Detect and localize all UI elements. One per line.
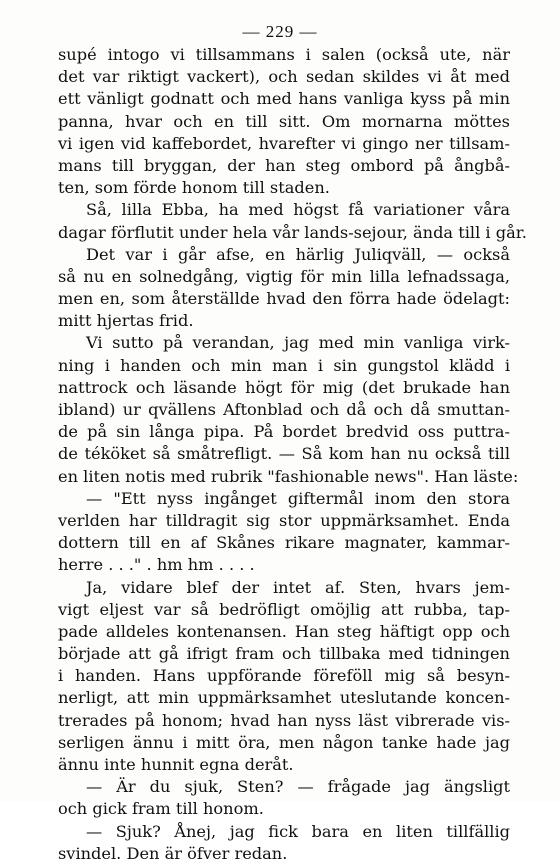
text-line: vigt eljest var så bedröfligt omöjlig att rubba, tap- [58, 599, 510, 619]
body-text [58, 44, 527, 865]
text-line: supé intogo vi tillsammans i salen (också ute, när [58, 45, 510, 64]
text-line: ännu inte hunnit egna deråt. [58, 755, 294, 774]
text-line: mitt hjertas frid. [58, 311, 194, 331]
text-line: serligen ännu i mitt öra, men någon tanke hade jag [58, 732, 510, 752]
dialogue-line: — Sjuk? Ånej, jag fick bara en liten tillfällig [86, 821, 510, 841]
page-number: — 229 — [242, 22, 318, 41]
text-line: nerligt, att min uppmärksamhet uteslutande koncen- [58, 688, 510, 708]
text-line: svindel. Den är öfver redan. [58, 843, 288, 863]
paragraph-start-line [58, 244, 510, 266]
text-line: ten, som förde honom till staden. [58, 178, 330, 198]
text-line: ibland) ur qvällens Aftonblad och då och då smuttan- [58, 400, 510, 419]
text-line-part: Det var i går afse, en härlig Juliqväll, — också [86, 244, 510, 264]
text-line: dagar förflutit under hela vår lands-sejour, ända till i går. [58, 222, 527, 242]
dialogue-line: — Är du sjuk, Sten? — frågade jag ängsligt [86, 777, 510, 797]
quote-start-line: — "Ett nyss ingånget giftermål inom den stora [86, 488, 510, 508]
text-line: herre . . ." . hm hm . . . . [58, 555, 255, 575]
text-line: de på sin långa pipa. På bordet bredvid oss puttra- [58, 422, 510, 442]
text-line: det var riktigt vackert), och sedan skildes vi åt med [58, 67, 510, 87]
text-line: började att gå ifrigt fram och tillbaka med tidningen [58, 644, 510, 664]
text-line: så nu en solnedgång, vigtig för min lilla lefnadssaga, [58, 266, 510, 286]
text-line: pade alldeles kontenansen. Han steg häftigt opp och [58, 621, 510, 641]
text-line: de téköket så småtrefligt. — Så kom han nu också till [58, 444, 510, 464]
text-line: en liten notis med rubrik "fashionable news". Han läste: [58, 466, 519, 486]
text-line: dottern till en af Skånes rikare magnater, kammar- [58, 533, 510, 553]
text-line: och gick fram till honom. [58, 799, 264, 819]
text-line: mans till bryggan, der han steg ombord på ångbå- [58, 155, 510, 175]
paragraph-start-line: Så, lilla Ebba, ha med högst få variationer våra [86, 200, 510, 220]
text-line: men en, som återställde hvad den förra hade ödelagt: [58, 289, 510, 309]
text-line: nattrock och läsande högt för mig (det brukade han [58, 377, 510, 397]
text-line: trerades på honom; hvad han nyss läst vibrerade vis- [58, 710, 510, 730]
text-line: i handen. Hans uppförande föreföll mig så besyn- [58, 666, 510, 686]
text-line: ning i handen och min man i sin gungstol klädd i [58, 355, 510, 375]
text-line: vi igen vid kaffebordet, hvarefter vi gingo ner tillsam- [58, 133, 510, 153]
text-line: ett vänligt godnatt och med hans vanliga kyss på min [58, 89, 510, 109]
paragraph-start-line: Ja, vidare blef der intet af. Sten, hvars jem- [86, 577, 510, 597]
text-line: panna, hvar och en till sitt. Om mornarna möttes [58, 111, 510, 131]
text-line: verlden har tilldragit sig stor uppmärksamhet. Enda [58, 510, 510, 530]
paragraph-start-line: Vi sutto på verandan, jag med min vanliga virk- [86, 333, 510, 353]
